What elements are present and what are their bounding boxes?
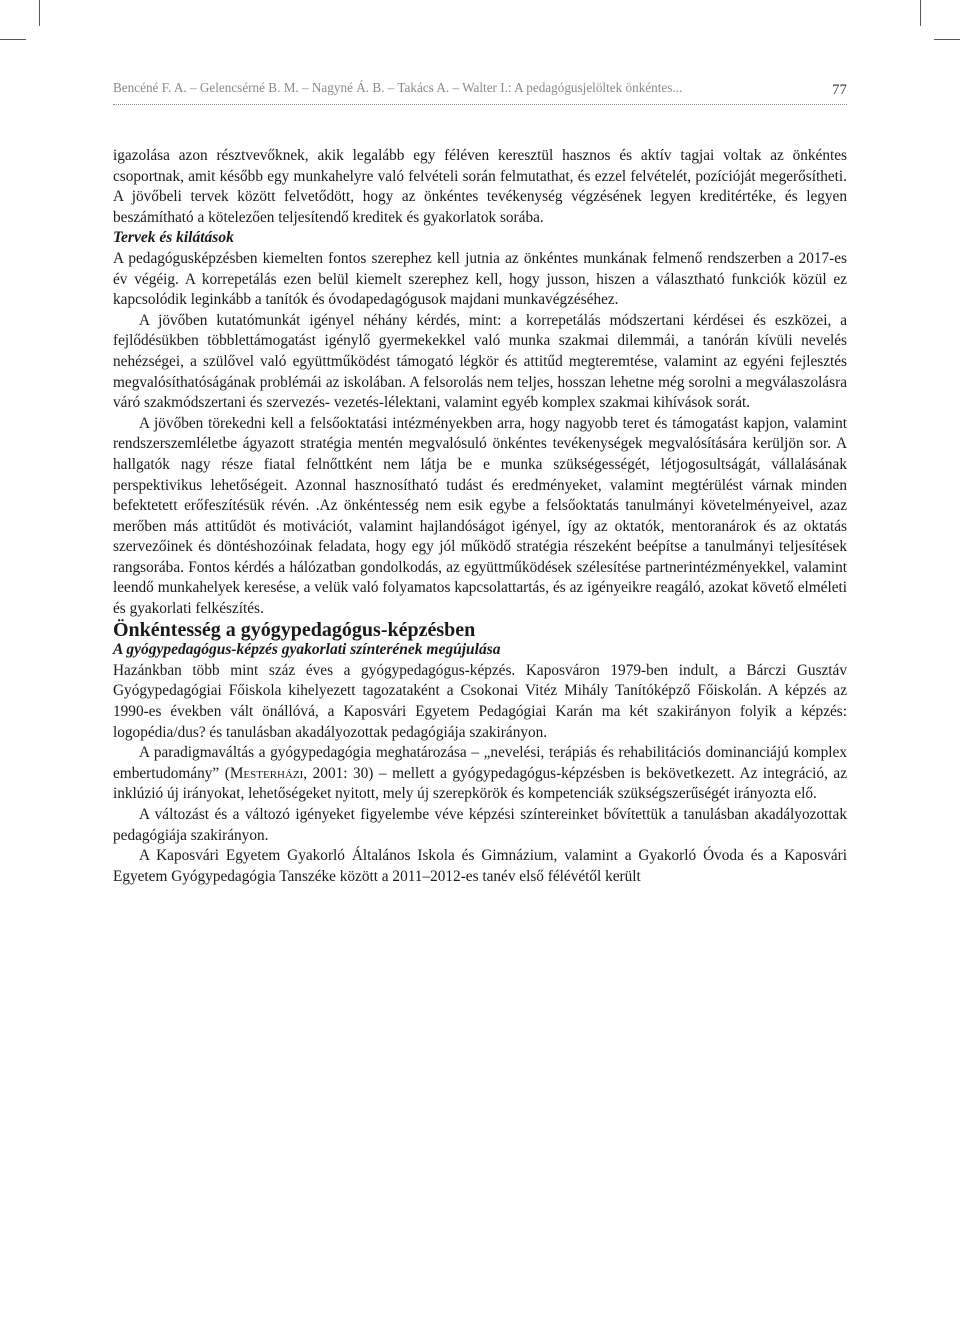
crop-mark-top-right-vertical (920, 0, 921, 26)
running-head: Bencéné F. A. – Gelencsérné B. M. – Nagyné Á. B. – Takács A. – Walter I.: A pedagógusjelöltek önkéntes... (113, 80, 683, 95)
crop-mark-top-right-horizontal (934, 39, 960, 40)
paragraph: A jövőben kutatómunkát igényel néhány kérdés, mint: a korrepetálás módszertani kérdései és eszközei, a fejlődésükben többlettámogatást igénylő gyermekekkel való munka szakmai dilemmái, a tanórán kívüli nevelés nehézségei, a szülővel való együttműködést támogató légkör és attitűd megteremtése, valamint az egyéni fejlesztés megvalósíthatóságának problémái az iskolában. A felsorolás nem teljes, hosszan lehetne még sorolni a megválaszolásra váró szakmódszertani és szervezés- vezetés-lélektani, valamint egyéb komplex szakmai kihívások sorát. (113, 311, 847, 412)
subsection-heading: A gyógypedagógus-képzés gyakorlati színterének megújulása (113, 641, 501, 659)
paragraph: A változást és a változó igényeket figyelembe véve képzési színtereinket bővítettük a tanulásban akadályozottak pedagógiája szakirányon. (113, 806, 847, 844)
citation-author: Mesterházi (229, 764, 304, 782)
crop-mark-top-left-horizontal (0, 39, 26, 40)
paragraph (113, 743, 847, 805)
paragraph-text: , 2001: 30) – mellett a gyógypedagógus-képzésben is bekövetkezett. Az integráció, az inklúzió új irányokat, lehetőségeket nyitott, mely új szerepkörök és kompetenciák szükségszerűségét irányozta elő. (113, 764, 847, 803)
paragraph: A jövőben törekedni kell a felsőoktatási intézményekben arra, hogy nagyobb teret és támogatást kapjon, valamint rendszerszemléletbe ágyazott stratégia mentén megvalósuló önkéntes tevékenységek megvalósítására kerüljön sor. A hallgatók nagy része fiatal felnőttként nem látja be e munka szükségességét, létjogosultságát, vállalásának perspektivikus lehetőségeit. Azonnal hasznosítható tudást és eredményeket, valamint megtérülést várnak minden befektetett erőfeszítésük révén. .Az önkéntesség nem esik egybe a felsőoktatás tanulmányi követelményeivel, azaz merőben más attitűdöt és motivációt, valamint hajlandóságot igényel, így az oktatók, mentoranárok és az oktatás szervezőinek és döntéshozóinak feladata, hogy egy jól működő stratégia részeként beépítse a tanulmányi teljesítések rangsorába. Fontos kérdés a hálózatban gondolkodás, az együttműködések szélesítése partnerintézményekkel, valamint leendő munkahelyek keresése, a velük való folyamatos kapcsolattartás, és az igényeikre reagáló, azokat követő elméleti és gyakorlati felkészítés. (113, 414, 847, 618)
paragraph-text: A paradigmaváltás a gyógypedagógia meghatározása – „nevelési, terápiás és rehabilitációs dominanciájú komplex embertudomány” ( (113, 744, 847, 782)
page-number: 77 (832, 82, 847, 98)
paragraph: A pedagógusképzésben kiemelten fontos szerephez kell jutnia az önkéntes munkának felmenő rendszerben a 2017-es év végéig. A korrepetálás ezen belül kiemelt szerephez kell, hogy jusson, hiszen a választható funkciók közül ez kapcsolódik leginkább a tanítók és óvodapedagógusok majdani munkavégzéséhez. (113, 249, 847, 309)
paragraph: Hazánkban több mint száz éves a gyógypedagógus-képzés. Kaposváron 1979-ben indult, a Bárczi Gusztáv Gyógypedagógiai Főiskola kihelyezett tagozataként a Csokonai Vitéz Mihály Tanítóképző Főiskolán. A képzés az 1990-es években vált önállóvá, a Kaposvári Egyetem Pedagógiai Karán ma két szakirányon folyik a képzés: logopédia/dus? és tanulásban akadályozottak pedagógiája szakirányon. (113, 661, 847, 741)
crop-mark-top-left-vertical (39, 0, 40, 26)
page-header (113, 78, 847, 105)
paragraph: igazolása azon résztvevőknek, akik legalább egy féléven keresztül hasznos és aktív tagjai voltak az önkéntes csoportnak, amit később egy munkahelyre való felvételi során felmutathat, és ezzel felvételét, pozícióját megerősítheti. A jövőbeli tervek között felvetődött, hogy az önkéntes tevékenység végzésének legyen kreditértéke, és legyen beszámítható a kötelezően teljesítendő kreditek és gyakorlatok sorába. (113, 147, 847, 226)
section-heading: Önkéntesség a gyógypedagógus-képzésben (113, 618, 476, 641)
section-heading-tervek: Tervek és kilátások (113, 229, 234, 247)
paragraph: A Kaposvári Egyetem Gyakorló Általános Iskola és Gimnázium, valamint a Gyakorló Óvoda és a Kaposvári Egyetem Gyógypedagógia Tanszéke között a 2011–2012-es tanév első félévétől került (113, 847, 847, 885)
page-content (113, 146, 847, 887)
